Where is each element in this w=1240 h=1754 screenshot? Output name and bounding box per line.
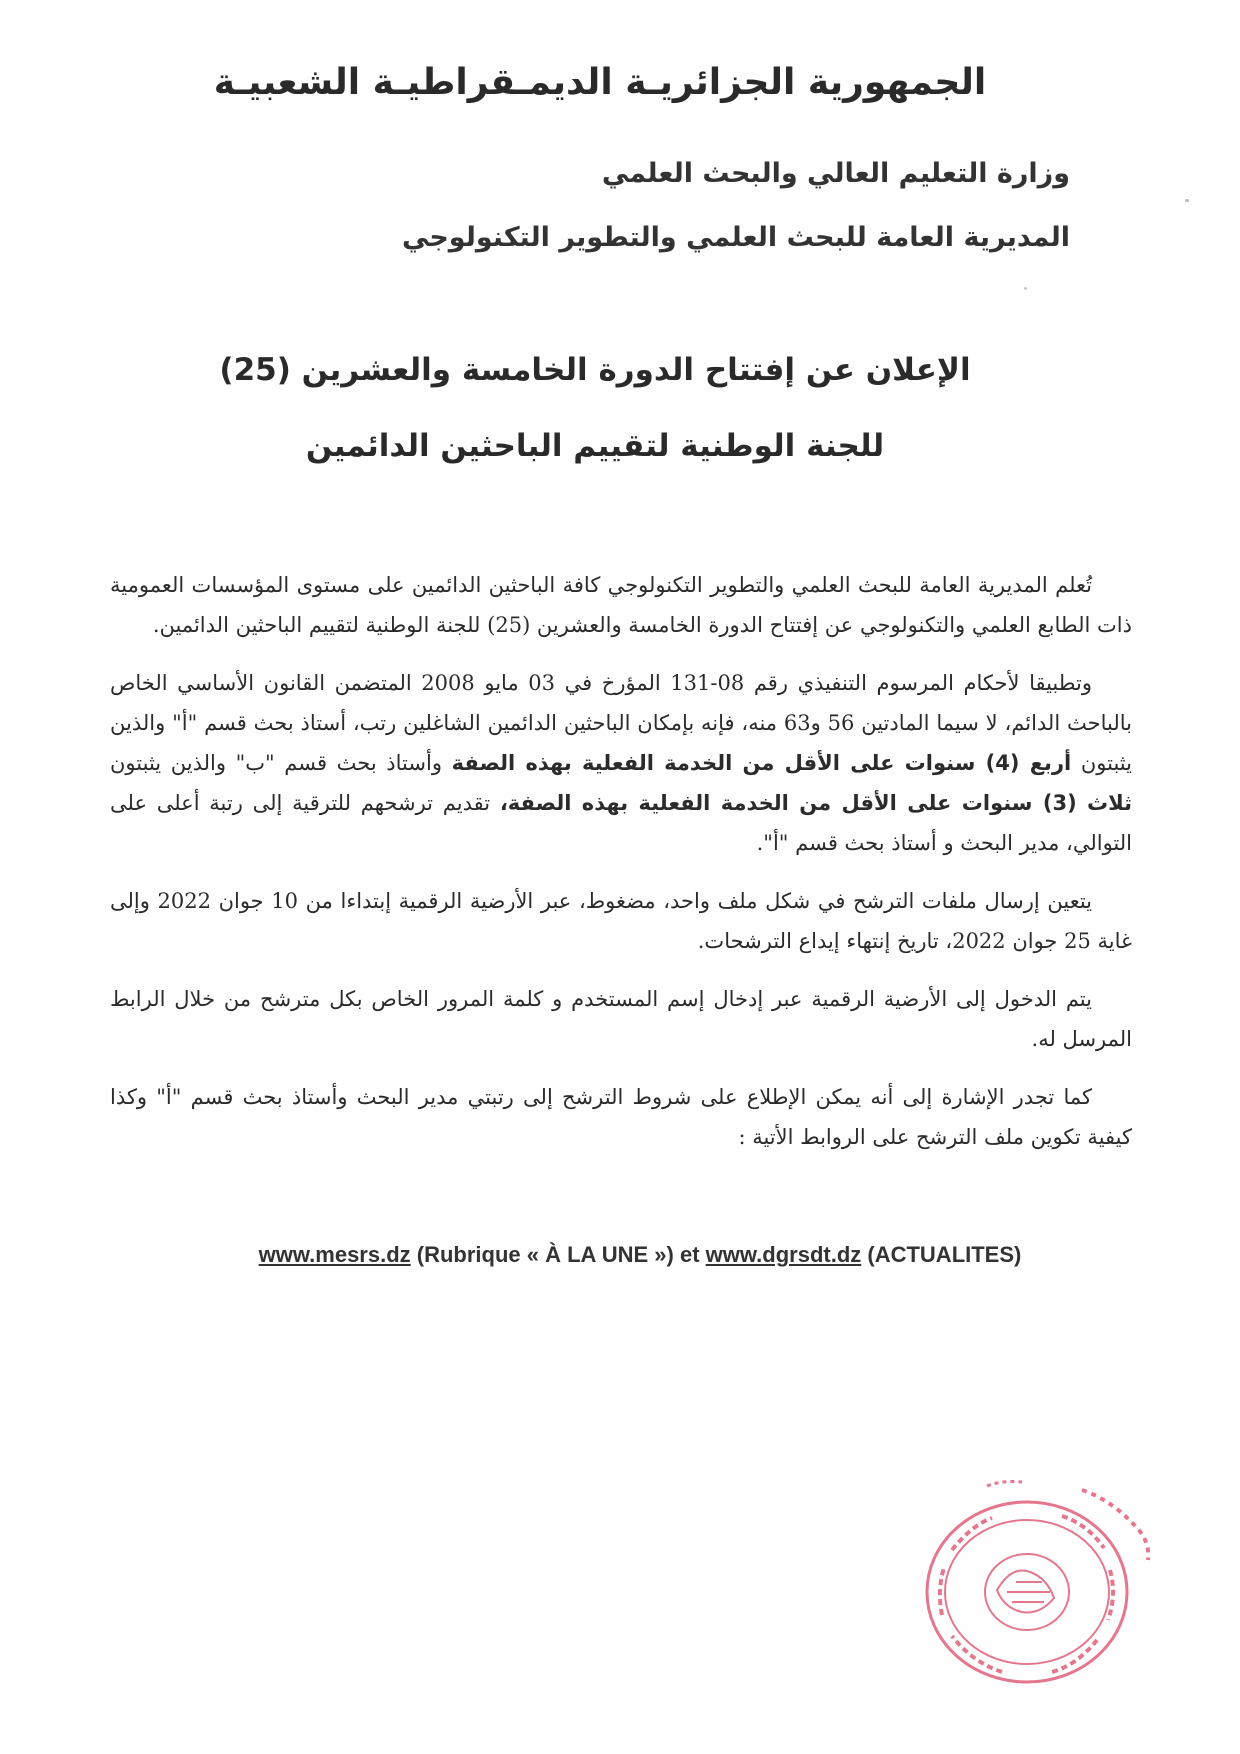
links-middle-text: (Rubrique « À LA UNE ») et xyxy=(410,1242,706,1267)
eligibility-text-a: وتطبيقا لأحكام المرسوم التنفيذي رقم 08-131 المؤرخ في 03 مايو 2008 المتضمن القانون الأساسي الخاص بالباحث الدائم، لا سيما المادتين 56 و63 منه، فإنه بإمكان الباحثين الدائمين الشاغلين رتب، أستاذ بحث قسم "أ" والذين يثبتون xyxy=(110,671,1132,775)
link-mesrs[interactable]: www.mesrs.dz xyxy=(258,1242,411,1267)
paragraph-links-intro: كما تجدر الإشارة إلى أنه يمكن الإطلاع على شروط الترشح إلى رتبتي مدير البحث وأستاذ بحث قسم "أ" وكذا كيفية تكوين ملف الترشح على الروابط الأتية : xyxy=(110,1085,1132,1149)
scan-speck xyxy=(1185,199,1189,202)
link-dgrsdt[interactable]: www.dgrsdt.dz xyxy=(705,1242,862,1267)
links-end-text: (ACTUALITES) xyxy=(861,1242,1022,1267)
ministry-heading: وزارة التعليم العالي والبحث العلمي xyxy=(601,158,1070,189)
paragraph-submission: يتعين إرسال ملفات الترشح في شكل ملف واحد، مضغوط، عبر الأرضية الرقمية إبتداءا من 10 جوان 2022 وإلى غاية 25 جوان 2022، تاريخ إنتهاء إيداع الترشحات. xyxy=(110,889,1132,953)
directorate-heading: المديرية العامة للبحث العلمي والتطوير التكنولوجي xyxy=(402,222,1070,253)
republic-heading: الجمهورية الجزائريـة الديمـقراطيـة الشعبيـة xyxy=(213,62,987,103)
paragraph-access: يتم الدخول إلى الأرضية الرقمية عبر إدخال إسم المستخدم و كلمة المرور الخاص بكل مترشح من خلال الرابط المرسل له. xyxy=(110,987,1132,1051)
official-seal-icon xyxy=(912,1480,1157,1695)
eligibility-text-b: وأستاذ بحث قسم "ب" والذين يثبتون xyxy=(110,751,442,775)
paragraph-intro: تُعلم المديرية العامة للبحث العلمي والتطوير التكنولوجي كافة الباحثين الدائمين على مستوى المؤسسات العمومية ذات الطابع العلمي والتكنولوجي عن إفتتاح الدورة الخامسة والعشرين (25) للجنة الوطنية لتقييم الباحثين الدائمين. xyxy=(110,573,1132,637)
eligibility-requirement-a: أربع (4) سنوات على الأقل من الخدمة الفعلية بهذه الصفة xyxy=(451,751,1072,775)
eligibility-requirement-b: ثلاث (3) سنوات على الأقل من الخدمة الفعلية بهذه الصفة، xyxy=(499,791,1132,815)
scan-speck xyxy=(1024,287,1027,290)
eligibility-text-c: تقديم ترشحهم للترقية إلى رتبة أعلى على التوالي، مدير البحث و أستاذ بحث قسم "أ". xyxy=(110,791,1132,855)
reference-links xyxy=(0,1242,1240,1268)
announcement-body xyxy=(110,565,1132,1175)
announcement-title-line-2: للجنة الوطنية لتقييم الباحثين الدائمين xyxy=(305,428,885,464)
announcement-title-line-1: الإعلان عن إفتتاح الدورة الخامسة والعشرين (25) xyxy=(219,352,971,388)
paragraph-eligibility xyxy=(110,663,1132,863)
